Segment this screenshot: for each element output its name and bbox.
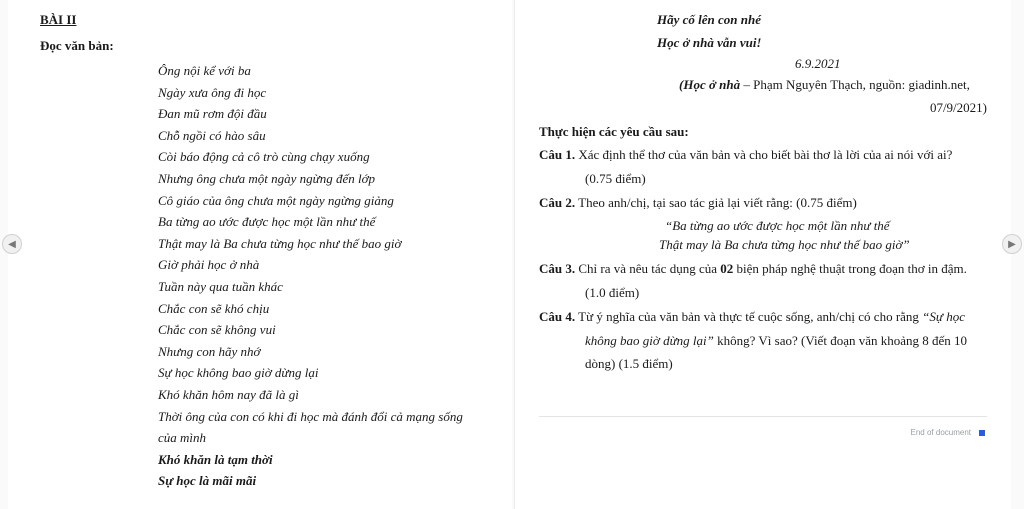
poem-line: Ông nội kể với ba xyxy=(158,63,251,78)
poem-line: Khó khăn hôm nay đã là gì xyxy=(158,386,299,402)
q1-label: Câu 1. xyxy=(539,147,576,162)
q3-text-b: biện pháp nghệ thuật trong đoạn thơ in đậm. xyxy=(733,261,967,276)
q2-quote-line-2: Thật may là Ba chưa từng học như thế bao giờ” xyxy=(659,237,910,252)
q3-bold: 02 xyxy=(720,261,734,276)
q2-text: Theo anh/chị, tại sao tác giả lại viết rằng: (0.75 điểm) xyxy=(575,195,857,210)
chevron-right-icon[interactable]: ▶ xyxy=(1002,234,1022,254)
source-date: 07/9/2021) xyxy=(929,100,987,115)
poem-line: Thời ông của con có khi đi học mà đánh đổi cả mạng sống xyxy=(158,408,463,424)
section-title: BÀI II xyxy=(40,12,77,27)
q4-text: Từ ý nghĩa của văn bản và thực tế cuộc sống, anh/chị có cho rằng xyxy=(575,309,923,324)
poem-line: Ngày xưa ông đi học xyxy=(158,84,267,100)
q4-line-3: dòng) (1.5 điểm) xyxy=(585,356,673,371)
q4-quote-b: không bao giờ dừng lại” xyxy=(585,333,714,348)
poem-date: 6.9.2021 xyxy=(795,56,841,71)
q2-quote-line-1: “Ba từng ao ước được học một lần như thế xyxy=(665,218,890,233)
poem-line: Sự học không bao giờ dừng lại xyxy=(158,365,319,381)
poem-line-bold: Khó khăn là tạm thời xyxy=(158,451,273,467)
chevron-left-icon[interactable]: ◀ xyxy=(2,234,22,254)
q3-points: (1.0 điểm) xyxy=(585,285,640,300)
end-text: End of document xyxy=(910,428,971,437)
end-marker-icon xyxy=(979,430,985,436)
q4-quote-a: “Sự học xyxy=(922,309,966,324)
poem-line: Chắc con sẽ không vui xyxy=(158,322,276,338)
poem-line: Đan mũ rơm đội đầu xyxy=(158,106,267,122)
poem-line: Ba từng ao ước được học một lần như thế xyxy=(158,214,376,230)
poem-line: Nhưng ông chưa một ngày ngừng đến lớp xyxy=(158,170,376,186)
q2-label: Câu 2. xyxy=(539,195,576,210)
source-line xyxy=(679,77,970,93)
q4-text-2: không? Vì sao? (Viết đoạn văn khoảng 8 đến 10 xyxy=(713,333,968,348)
q3-text-a: Chỉ ra và nêu tác dụng của xyxy=(575,261,721,276)
poem-line: Tuần này qua tuần khác xyxy=(158,278,283,294)
question-3 xyxy=(539,261,967,277)
motto-line-1: Hãy cố lên con nhé xyxy=(657,12,761,27)
poem-line-bold: Sự học là mãi mãi xyxy=(158,473,257,489)
poem-line: Giờ phải học ở nhà xyxy=(158,257,260,273)
question-1 xyxy=(539,147,952,163)
q3-label: Câu 3. xyxy=(539,261,576,276)
poem-line: Cô giáo của ông chưa một ngày ngừng giảng xyxy=(158,192,394,208)
poem xyxy=(158,60,463,492)
motto-line-2: Học ở nhà vẫn vui! xyxy=(657,35,762,50)
poem-line: Chỗ ngồi có hào sâu xyxy=(158,127,266,143)
end-divider xyxy=(539,416,987,417)
end-of-document xyxy=(911,428,985,437)
q4-line-2 xyxy=(585,333,967,349)
tasks-label: Thực hiện các yêu cầu sau: xyxy=(539,124,689,139)
poem-line: của mình xyxy=(158,430,207,446)
source-author: – Phạm Nguyên Thạch, nguồn: giadinh.net, xyxy=(740,77,970,92)
poem-line: Chắc con sẽ khó chịu xyxy=(158,300,270,316)
poem-line: Còi báo động cả cô trò cùng chạy xuống xyxy=(158,149,370,165)
q1-points: (0.75 điểm) xyxy=(585,171,646,186)
question-2 xyxy=(539,195,857,211)
page-right xyxy=(514,0,1011,509)
page-left xyxy=(8,0,512,509)
read-label: Đọc văn bản: xyxy=(40,38,114,53)
q1-text: Xác định thể thơ của văn bản và cho biết bài thơ là lời của ai nói với ai? xyxy=(575,147,953,162)
q4-label: Câu 4. xyxy=(539,309,576,324)
poem-line: Nhưng con hãy nhớ xyxy=(158,343,261,359)
source-title: (Học ở nhà xyxy=(679,77,741,92)
question-4 xyxy=(539,309,965,325)
poem-line: Thật may là Ba chưa từng học như thế bao giờ xyxy=(158,235,402,251)
